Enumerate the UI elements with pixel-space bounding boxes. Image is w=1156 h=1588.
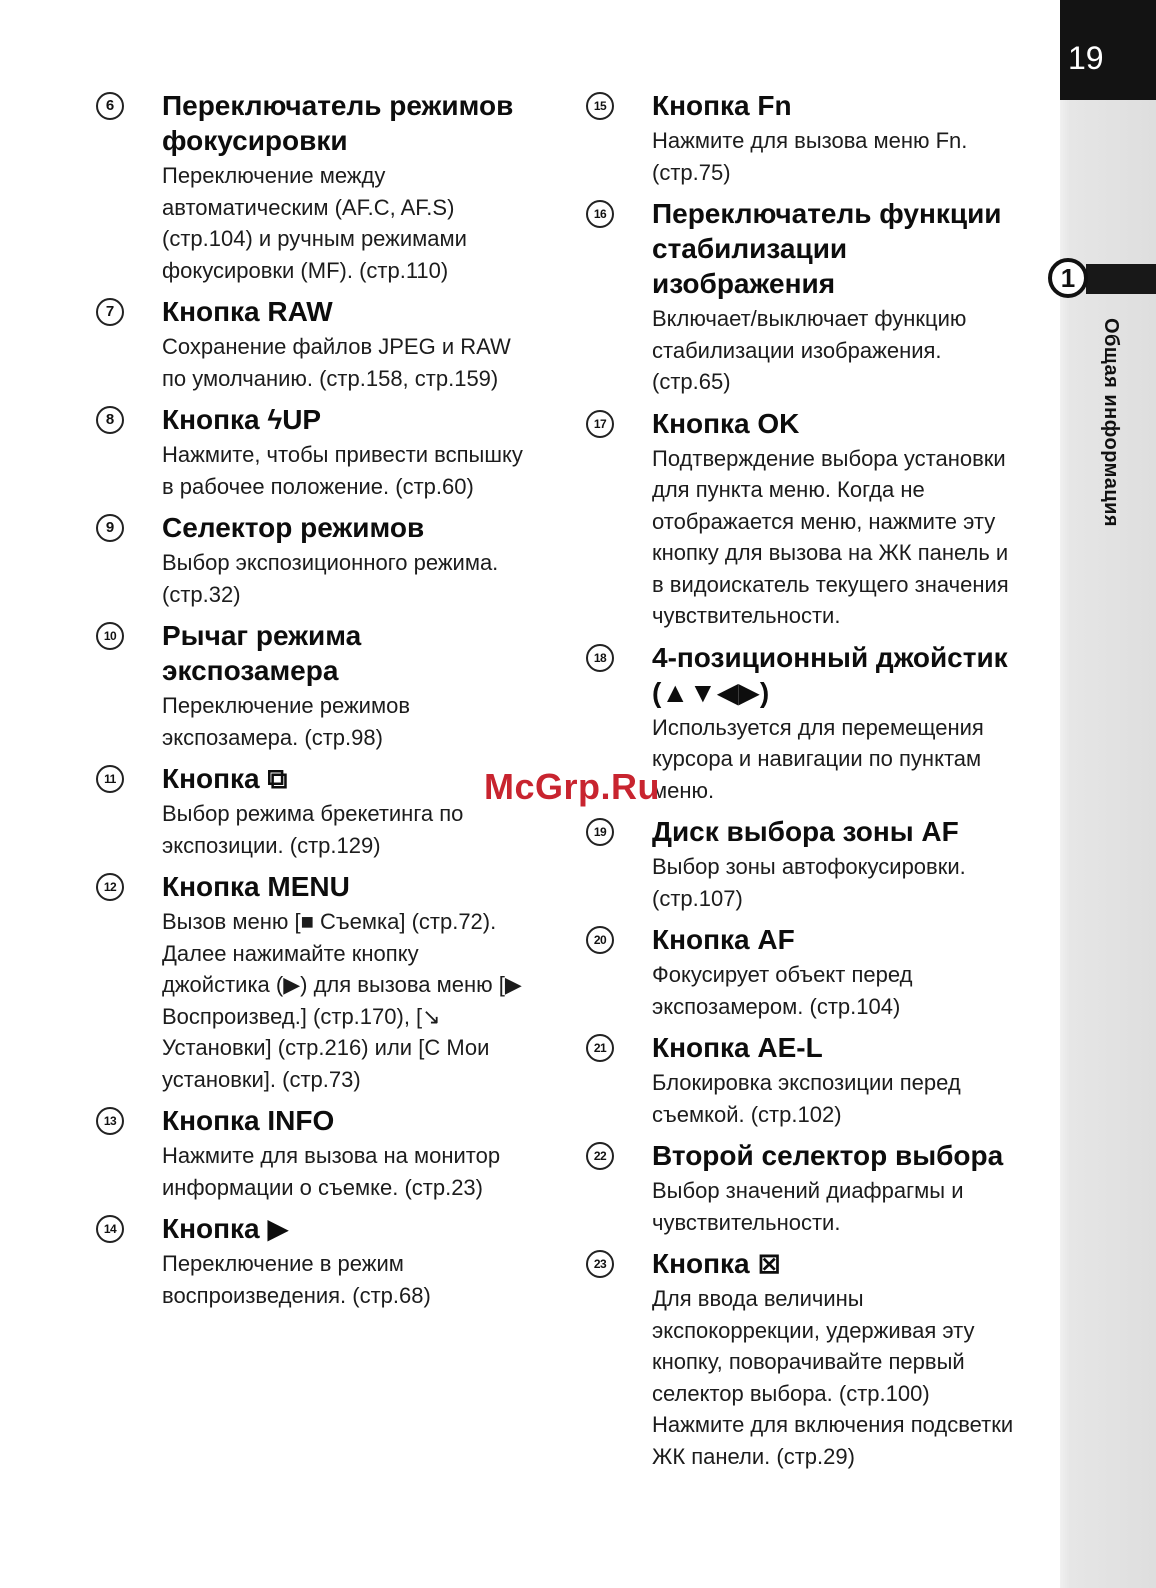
page-number: 19 (1068, 40, 1104, 76)
item-title: Кнопка Fn (652, 90, 792, 121)
watermark: McGrp.Ru (484, 766, 661, 807)
item-number: 15 (586, 92, 614, 120)
item-title: 4-позиционный джойстик (▲▼◀▶) (652, 641, 1008, 708)
item-title: Кнопка AE-L (652, 1032, 823, 1063)
item-number: 14 (96, 1215, 124, 1243)
item-description: Переключение режимов экспозамера. (стр.98) (162, 693, 411, 750)
item-description: Блокировка экспозиции перед съемкой. (стр.102) (652, 1070, 961, 1127)
item-number: 9 (96, 514, 124, 542)
item-title: Кнопка ⊠ (652, 1248, 781, 1279)
item-description: Подтверждение выбора установки для пункта меню. Когда не отображается меню, нажмите эту кнопку для вызова на ЖК панель и в видоискатель текущего значения чувствительности. (652, 445, 1009, 628)
item-description: Нажмите для вызова меню Fn. (стр.75) (652, 128, 968, 185)
list-item (586, 196, 1016, 398)
item-description: Нажмите, чтобы привести вспышку в рабочее положение. (стр.60) (162, 442, 523, 499)
item-title: Кнопка ▶ (162, 1213, 289, 1244)
item-number: 7 (96, 298, 124, 326)
list-item (586, 1246, 1016, 1472)
item-title: Переключатель функции стабилизации изображения (652, 198, 1002, 299)
item-description: Выбор экспозиционного режима. (стр.32) (162, 550, 499, 607)
item-number: 11 (96, 765, 124, 793)
item-number: 23 (586, 1250, 614, 1278)
item-description: Переключение в режим воспроизведения. (стр.68) (162, 1251, 431, 1308)
item-number: 10 (96, 622, 124, 650)
chapter-bar (1086, 264, 1156, 294)
item-description: Переключение между автоматическим (AF.C, AF.S) (стр.104) и ручным режимами фокусировки (MF). (стр.110) (162, 163, 467, 283)
item-number: 19 (586, 818, 614, 846)
list-item (96, 294, 526, 394)
item-description: Выбор значений диафрагмы и чувствительности. (652, 1178, 964, 1235)
chapter-title: Общая информация (1100, 318, 1122, 528)
item-description: Вызов меню [■ Съемка] (стр.72). Далее нажимайте кнопку джойстика (▶) для вызова меню [▶ Воспроизвед.] (стр.170), [↘ Установки] (стр.216) или [C Мои установки]. (стр.73) (162, 909, 522, 1092)
list-item (586, 1138, 1016, 1238)
item-number: 16 (586, 200, 614, 228)
item-description: Выбор режима брекетинга по экспозиции. (стр.129) (162, 801, 464, 858)
item-title: Диск выбора зоны AF (652, 816, 959, 847)
item-description: Для ввода величины экспокоррекции, удерживая эту кнопку, поворачивайте первый селектор выбора. (стр.100) Нажмите для включения подсветки ЖК панели. (стр.29) (652, 1286, 1014, 1469)
list-item (96, 402, 526, 502)
item-number: 12 (96, 873, 124, 901)
list-item (96, 1103, 526, 1203)
item-title: Второй селектор выбора (652, 1140, 1004, 1171)
item-number: 20 (586, 926, 614, 954)
item-title: Рычаг режима экспозамера (162, 620, 362, 686)
item-description: Включает/выключает функцию стабилизации изображения. (стр.65) (652, 306, 967, 394)
item-number: 13 (96, 1107, 124, 1135)
list-item (586, 814, 1016, 914)
item-title: Переключатель режимов фокусировки (162, 90, 514, 156)
list-item (96, 618, 526, 753)
item-title: Кнопка OK (652, 407, 800, 439)
item-title: Кнопка MENU (162, 871, 350, 902)
left-column (96, 88, 526, 1319)
item-number: 17 (586, 410, 614, 438)
item-title: Селектор режимов (162, 512, 425, 543)
item-description: Нажмите для вызова на монитор информации о съемке. (стр.23) (162, 1143, 501, 1200)
list-item (586, 88, 1016, 188)
list-item (586, 922, 1016, 1022)
item-number: 21 (586, 1034, 614, 1062)
item-title: Кнопка AF (652, 924, 795, 955)
list-item (586, 1030, 1016, 1130)
item-description: Используется для перемещения курсора и навигации по пунктам меню. (652, 714, 984, 803)
list-item (96, 1211, 526, 1311)
chapter-number: 1 (1048, 258, 1088, 298)
item-title: Кнопка INFO (162, 1105, 335, 1136)
chapter-side-tab (1060, 0, 1156, 1588)
item-number: 6 (96, 92, 124, 120)
list-item (96, 761, 526, 861)
list-item (96, 88, 526, 286)
item-title: Кнопка ϟUP (162, 404, 322, 435)
item-number: 18 (586, 644, 614, 672)
item-number: 8 (96, 406, 124, 434)
list-item (96, 510, 526, 610)
item-description: Выбор зоны автофокусировки. (стр.107) (652, 854, 966, 911)
list-item (586, 406, 1016, 632)
page-number-box (1060, 0, 1156, 100)
item-title: Кнопка RAW (162, 296, 333, 327)
item-description: Сохранение файлов JPEG и RAW по умолчанию. (стр.158, стр.159) (162, 334, 511, 391)
item-description: Фокусирует объект перед экспозамером. (стр.104) (652, 962, 913, 1019)
item-title: Кнопка ⧉ (162, 763, 288, 794)
list-item (96, 869, 526, 1095)
item-number: 22 (586, 1142, 614, 1170)
